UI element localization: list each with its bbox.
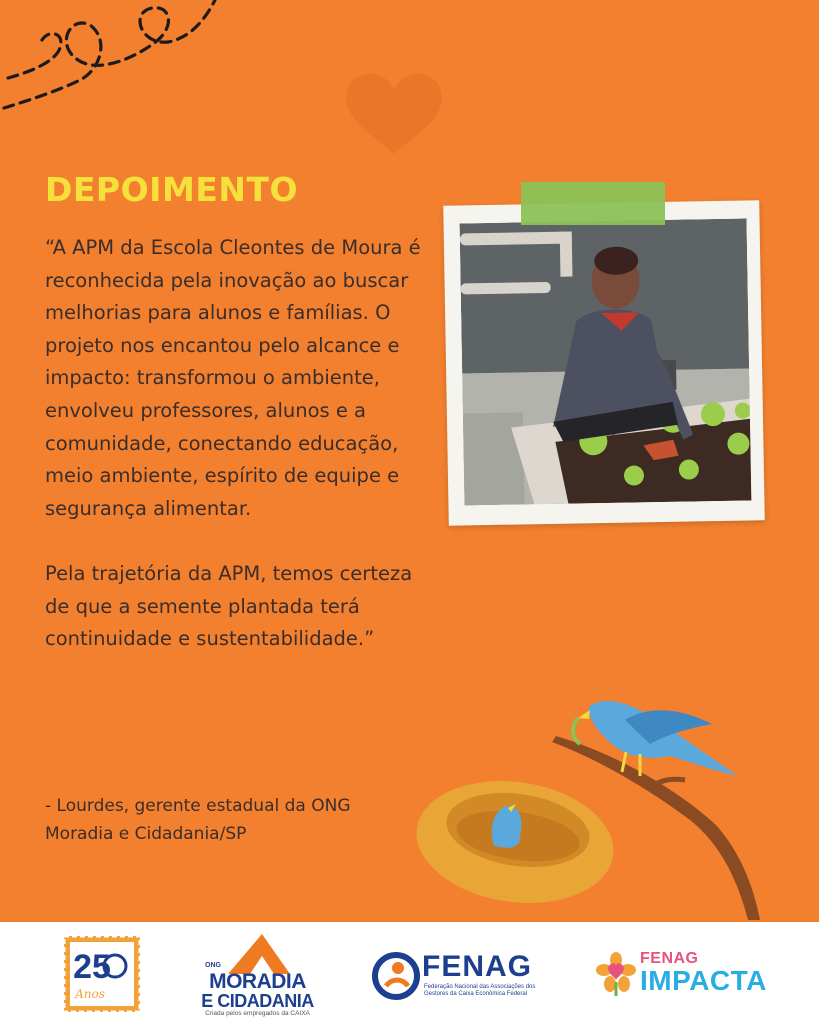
testimonial-quote — [45, 232, 425, 688]
moradia-tagline: Criada pelos empregados da CAIXA — [205, 1010, 310, 1017]
heart-icon — [346, 74, 442, 154]
dashed-loop-icon — [4, 0, 215, 108]
quote-paragraph: Pela trajetória da APM, temos certeza de que a semente plantada terá continuidade e sustentabilidade.” — [45, 561, 413, 651]
attribution-line: - Lourdes, gerente estadual da ONG — [45, 796, 351, 816]
photo-frame — [443, 200, 765, 525]
moradia-name-line2: E CIDADANIA — [201, 991, 314, 1011]
photo-of-woman-gardening — [460, 218, 752, 505]
attribution-line: Moradia e Cidadania/SP — [45, 824, 247, 844]
quote-paragraph: “A APM da Escola Cleontes de Moura é reconhecida pela inovação ao buscar melhorias para alunos e famílias. O projeto nos encantou pelo alcance e impacto: transformou o ambiente, envolveu professores, alunos e a comunidade, conectando educação, meio ambiente, espírito de equipe e segurança alimentar. — [45, 236, 421, 520]
moradia-logo — [200, 930, 315, 1020]
anniversary-script: Anos — [75, 987, 105, 1001]
bird-icon — [573, 701, 738, 776]
impacta-fenag-label: FENAG — [640, 950, 699, 967]
moradia-name: MORADIA — [209, 970, 306, 993]
anniversary-number: 25 — [73, 948, 111, 986]
fenag-logo — [372, 950, 542, 1005]
moradia-ong-label: ONG — [205, 962, 221, 969]
quote-attribution — [45, 792, 425, 848]
anniversary-logo — [62, 934, 142, 1014]
tape-strip — [521, 182, 665, 225]
page-title: DEPOIMENTO — [45, 170, 299, 209]
stamp-icon — [62, 934, 142, 1014]
fenag-subtitle: Federação Nacional das Associações dos Gestores da Caixa Econômica Federal — [424, 984, 536, 997]
impacta-wordmark: IMPACTA — [640, 965, 767, 996]
impacta-logo — [596, 950, 767, 1000]
fenag-emblem-icon — [372, 952, 420, 1000]
flower-icon — [596, 952, 636, 996]
fenag-wordmark: FENAG — [422, 950, 532, 983]
